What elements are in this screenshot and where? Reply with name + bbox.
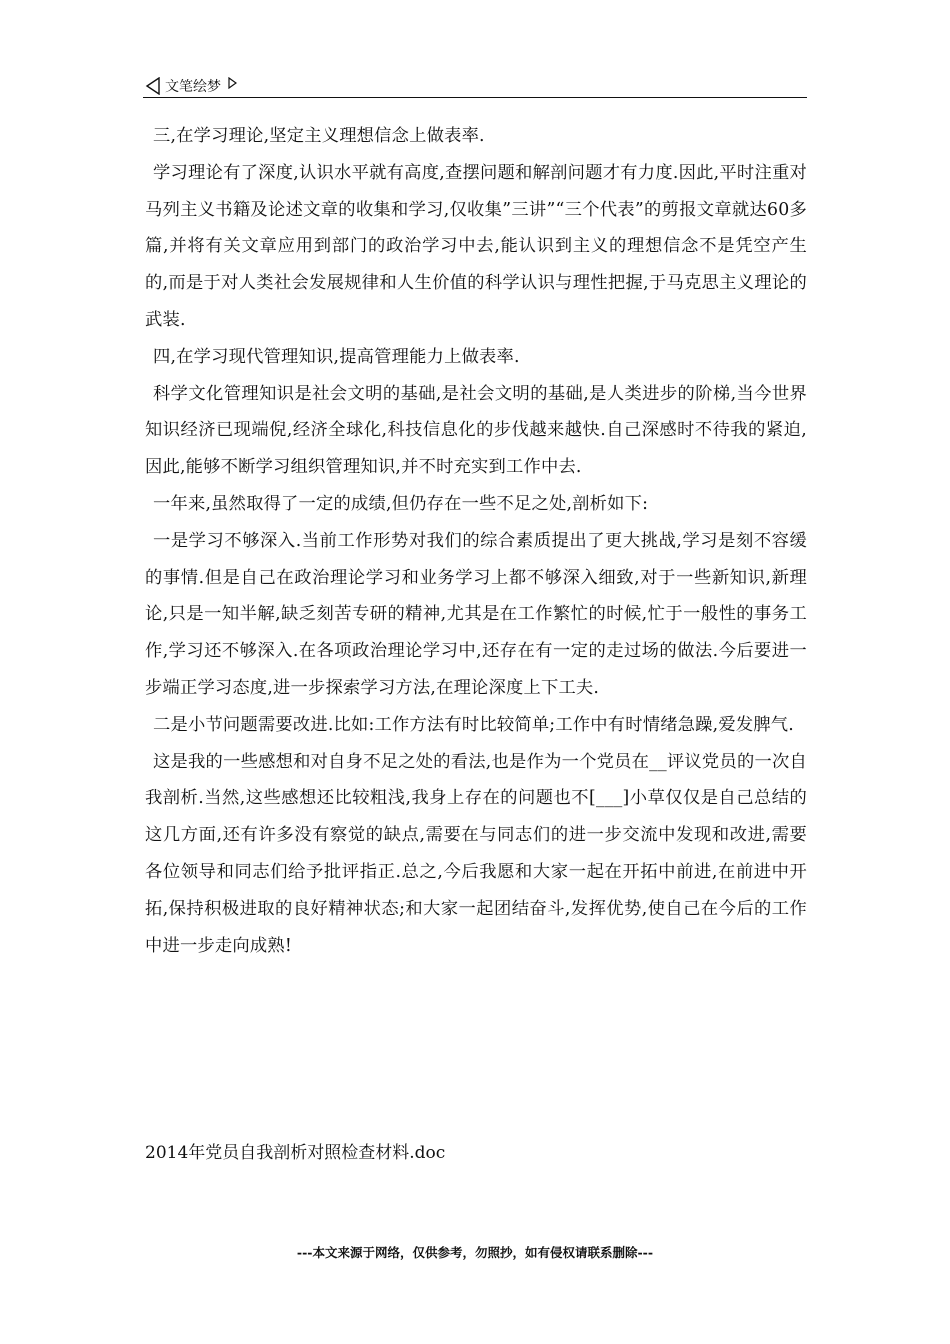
page-footer: ---本文来源于网络，仅供参考，勿照抄，如有侵权请联系删除--- xyxy=(296,1245,654,1260)
section-heading-three: 三,在学习理论,坚定主义理想信念上做表率. xyxy=(153,126,485,146)
document-body xyxy=(145,118,807,964)
paragraph: 学习理论有了深度,认识水平就有高度,查摆问题和解剖问题才有力度.因此,平时注重对马列主义书籍及论述文章的收集和学习,仅收集”三讲”“三个代表”的剪报文章就达60多篇,并将有关文章应用到部门的政治学习中去,能认识到主义的理想信念不是凭空产生的,而是于对人类社会发展规律和人生价值的科学认识与理性把握,于马克思主义理论的武装. xyxy=(145,162,807,330)
section-heading-four: 四,在学习现代管理知识,提高管理能力上做表率. xyxy=(153,346,520,367)
paragraph: 二是小节问题需要改进.比如:工作方法有时比较简单;工作中有时情绪急躁,爱发脾气. xyxy=(153,714,794,735)
document-filename: 2014年党员自我剖析对照检查材料.doc xyxy=(145,1143,446,1163)
paragraph: 科学文化管理知识是社会文明的基础,是社会文明的基础,是人类进步的阶梯,当今世界知识经济已现端倪,经济全球化,科技信息化的步伐越来越快.自己深感时不待我的紧迫,因此,能够不断学习组织管理知识,并不时充实到工作中去. xyxy=(145,383,807,478)
paragraph: 这是我的一些感想和对自身不足之处的看法,也是作为一个党员在__评议党员的一次自我剖析.当然,这些感想还比较粗浅,我身上存在的问题也不[___]小草仅仅是自己总结的这几方面,还有许多没有察觉的缺点,需要在与同志们的进一步交流中发现和改进,需要各位领导和同志们给予批评指正.总之,今后我愿和大家一起在开拓中前进,在前进中开拓,保持积极进取的良好精神状态;和大家一起团结奋斗,发挥优势,使自己在今后的工作中进一步走向成熟! xyxy=(145,751,807,956)
page-header xyxy=(145,74,805,98)
header-divider xyxy=(143,97,807,98)
paragraph: 一是学习不够深入.当前工作形势对我们的综合素质提出了更大挑战,学习是刻不容缓的事情.但是自己在政治理论学习和业务学习上都不够深入细致,对于一些新知识,新理论,只是一知半解,缺乏刻苦专研的精神,尤其是在工作繁忙的时候,忙于一般性的事务工作,学习还不够深入.在各项政治理论学习中,还存在有一定的走过场的做法.今后要进一步端正学习态度,进一步探索学习方法,在理论深度上下工夫. xyxy=(145,530,807,698)
header-brand: 文笔绘梦 xyxy=(165,79,221,95)
triangle-right-icon xyxy=(227,77,237,89)
paragraph: 一年来,虽然取得了一定的成绩,但仍存在一些不足之处,剖析如下: xyxy=(153,493,649,514)
triangle-left-icon xyxy=(145,77,161,95)
